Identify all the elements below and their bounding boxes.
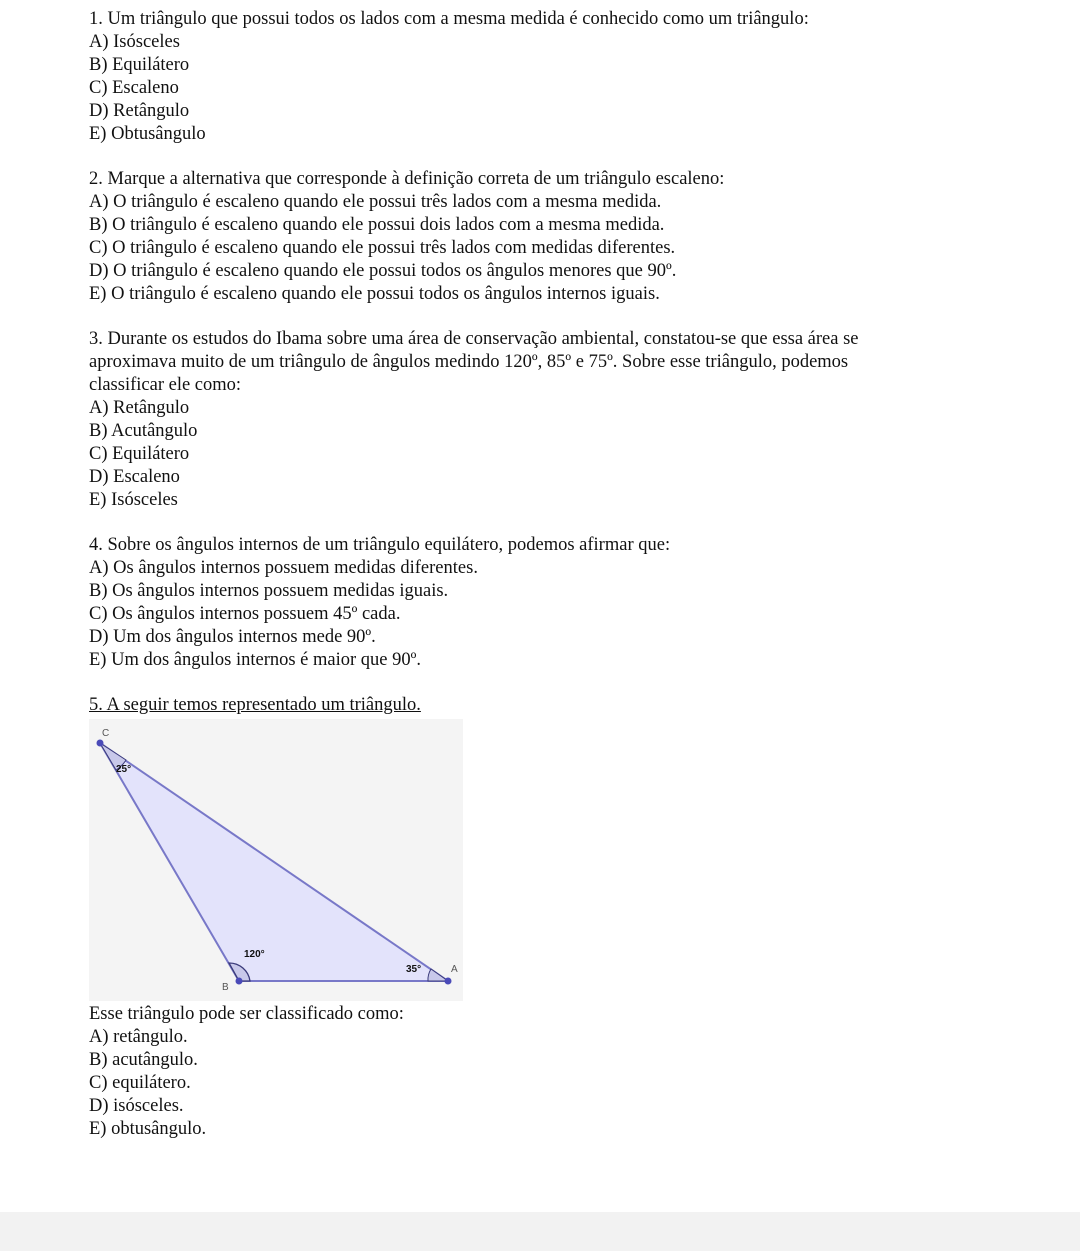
page-footer-bar — [0, 1212, 1080, 1251]
question-1-option-b: B) Equilátero — [89, 55, 190, 75]
question-3-option-d: D) Escaleno — [89, 467, 180, 487]
vertex-b-dot — [236, 978, 243, 985]
question-5-option-c: C) equilátero. — [89, 1073, 191, 1093]
question-4-option-e: E) Um dos ângulos internos é maior que 90º. — [89, 650, 421, 670]
question-4-stem: 4. Sobre os ângulos internos de um triângulo equilátero, podemos afirmar que: — [89, 535, 671, 555]
question-3-option-c: C) Equilátero — [89, 444, 190, 464]
question-1-stem: 1. Um triângulo que possui todos os lados com a mesma medida é conhecido como um triângulo: — [89, 9, 809, 29]
question-3-option-a: A) Retângulo — [89, 398, 190, 418]
question-2-option-c: C) O triângulo é escaleno quando ele possui três lados com medidas diferentes. — [89, 238, 676, 258]
question-1-option-d: D) Retângulo — [89, 101, 190, 121]
question-5-option-b: B) acutângulo. — [89, 1050, 198, 1070]
question-3-stem-line-3: classificar ele como: — [89, 375, 242, 395]
vertex-a-dot — [445, 978, 452, 985]
angle-label-b: 120° — [244, 949, 265, 960]
question-3-option-e: E) Isósceles — [89, 490, 178, 510]
vertex-label-a: A — [451, 964, 458, 975]
vertex-label-b: B — [222, 982, 229, 993]
question-5-stem: 5. A seguir temos representado um triângulo. — [89, 695, 421, 715]
question-2-option-e: E) O triângulo é escaleno quando ele possui todos os ângulos internos iguais. — [89, 284, 660, 304]
angle-label-c: 25° — [116, 764, 132, 775]
question-4-option-d: D) Um dos ângulos internos mede 90º. — [89, 627, 376, 647]
question-1-option-c: C) Escaleno — [89, 78, 179, 98]
question-1-option-a: A) Isósceles — [89, 32, 180, 52]
question-2 — [89, 168, 1049, 306]
question-3-stem-line-2: aproximava muito de um triângulo de ângulos medindo 120º, 85º e 75º. Sobre esse triângulo, podemos — [89, 352, 849, 372]
question-2-option-a: A) O triângulo é escaleno quando ele possui três lados com a mesma medida. — [89, 192, 662, 212]
question-4-option-b: B) Os ângulos internos possuem medidas iguais. — [89, 581, 449, 601]
question-5-option-d: D) isósceles. — [89, 1096, 184, 1116]
question-1-option-e: E) Obtusângulo — [89, 124, 206, 144]
question-4-option-a: A) Os ângulos internos possuem medidas diferentes. — [89, 558, 478, 578]
question-2-option-d: D) O triângulo é escaleno quando ele possui todos os ângulos menores que 90º. — [89, 261, 677, 281]
question-4 — [89, 534, 1049, 672]
question-1 — [89, 8, 1049, 146]
question-4-option-c: C) Os ângulos internos possuem 45º cada. — [89, 604, 401, 624]
vertex-c-dot — [97, 740, 104, 747]
question-3-option-b: B) Acutângulo — [89, 421, 198, 441]
question-5-option-e: E) obtusângulo. — [89, 1119, 207, 1139]
question-3-stem-line-1: 3. Durante os estudos do Ibama sobre uma área de conservação ambiental, constatou-se que essa área se — [89, 329, 859, 349]
worksheet — [89, 8, 1049, 1163]
question-5-option-a: A) retângulo. — [89, 1027, 188, 1047]
question-5-prompt: Esse triângulo pode ser classificado como: — [89, 1004, 404, 1024]
angle-label-a: 35° — [406, 964, 422, 975]
question-5 — [89, 694, 1049, 1141]
question-3 — [89, 328, 1049, 512]
triangle-diagram — [89, 719, 463, 1001]
question-2-option-b: B) O triângulo é escaleno quando ele possui dois lados com a mesma medida. — [89, 215, 665, 235]
vertex-label-c: C — [102, 728, 110, 739]
triangle-figure — [89, 719, 463, 1001]
question-2-stem: 2. Marque a alternativa que corresponde à definição correta de um triângulo escaleno: — [89, 169, 725, 189]
